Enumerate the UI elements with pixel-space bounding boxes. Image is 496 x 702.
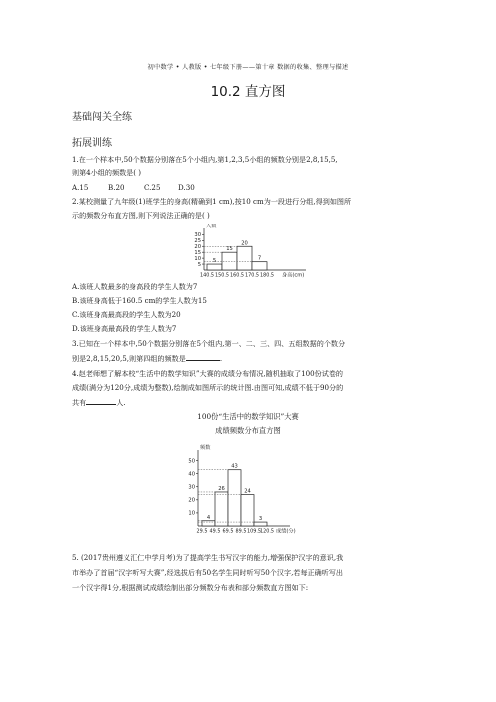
q3-text-line2: 别是2,8,15,20,5,则第四组的频数是 . [72, 354, 223, 363]
x-tick-label: 89.5 [235, 528, 247, 535]
histogram-bar [252, 262, 267, 270]
q1-option-d: D.30 [178, 183, 195, 192]
height-histogram [188, 224, 338, 280]
q1-option-c: C.25 [144, 183, 161, 192]
q4-chart-title-line2: 成绩频数分布直方图 [215, 426, 281, 435]
x-tick-label: 180.5 [259, 272, 275, 279]
q4-text-line1: 4.赵老师想了解本校“生活中的数学知识”大赛的成绩分布情况,随机抽取了100份试卷的 [72, 369, 344, 378]
histogram-bar [202, 521, 215, 526]
histogram-bar [254, 522, 267, 526]
q1-option-b: B.20 [108, 183, 125, 192]
bar-value-label: 15 [226, 246, 233, 253]
y-tick-label: 25 [194, 238, 201, 245]
q2-option-b: B.该班身高低于160.5 cm的学生人数为15 [72, 296, 207, 305]
q1-option-a: A.15 [72, 183, 89, 192]
y-axis-label: 频数 [200, 445, 211, 451]
q3-text-line1: 3.已知在一个样本中,50个数据分别落在5个组内,第一、二、三、四、五组数据的个数分 [72, 339, 346, 348]
histogram-bar [228, 470, 241, 526]
bar-value-label: 4 [206, 514, 211, 521]
q5-text-line3: 一个汉字得1分,根据测试成绩绘制出部分频数分布表和部分频数直方图如下: [72, 583, 309, 592]
q2-option-d: D.该班身高最高段的学生人数为7 [72, 324, 177, 333]
bar-value-label: 26 [218, 485, 225, 492]
q2-option-c: C.该班身高最高段的学生人数为20 [72, 310, 181, 319]
x-tick-label: 140.5 [199, 272, 215, 279]
x-tick-label: 120.5 [259, 528, 275, 535]
x-tick-label: 150.5 [214, 272, 230, 279]
x-axis-label: 身高(cm) [282, 272, 305, 279]
histogram-bar [241, 495, 254, 526]
bar-value-label: 24 [244, 488, 251, 495]
y-tick-label: 10 [194, 255, 201, 262]
q2-text-line1: 2.某校测量了九年级(1)班学生的身高(精确到1 cm),按10 cm为一段进行分组,得到如图所 [72, 197, 352, 206]
score-histogram [180, 440, 330, 538]
q3-answer-blank [186, 353, 220, 361]
bar-value-label: 7 [257, 255, 262, 262]
x-tick-label: 109.5 [246, 528, 262, 535]
y-tick-label: 20 [188, 497, 195, 504]
x-tick-label: 49.5 [209, 528, 221, 535]
bar-value-label: 20 [241, 240, 248, 247]
bar-value-label: 3 [258, 516, 263, 523]
page-title: 10.2 直方图 [210, 84, 286, 100]
y-tick-label: 15 [194, 249, 201, 256]
q1-text-line2: 则第4小组的频数是( ) [72, 168, 142, 177]
q2-text-line2: 示的频数分布直方图,则下列说法正确的是( ) [72, 211, 210, 220]
q1-text-line1: 1.在一个样本中,50个数据分别落在5个小组内,第1,2,3,5小组的频数分别是2,8,15,5, [72, 155, 338, 164]
section-extension-heading: 拓展训练 [72, 138, 112, 149]
bar-value-label: 43 [231, 463, 238, 470]
q4-text-line2: 成绩(满分为120分,成绩为整数),绘制成如图所示的统计图.由图可知,成绩不低于90分的 [72, 383, 344, 392]
bar-value-label: 5 [212, 258, 217, 265]
y-tick-label: 40 [188, 471, 195, 478]
section-basic-heading: 基础闯关全练 [72, 112, 132, 123]
q5-text-line2: 市举办了首届“汉字听写大赛”,经选拔后有50名学生同时听写50个汉字,若每正确听写出 [72, 568, 344, 577]
q5-text-line1: 5. (2017贵州遵义汇仁中学月考)为了提高学生书写汉字的能力,增强保护汉字的意识,我 [72, 553, 344, 562]
y-tick-label: 5 [197, 261, 201, 268]
q4-answer-blank [86, 397, 116, 405]
q4-chart-title-line1: 100份“生活中的数学知识”大赛 [197, 412, 299, 421]
histogram-bar [222, 252, 237, 270]
y-tick-label: 30 [194, 232, 201, 239]
x-axis-label: 成绩(分) [276, 528, 296, 535]
x-tick-label: 170.5 [244, 272, 260, 279]
q4-text-line3: 共有 人. [72, 398, 126, 407]
histogram-bar [215, 492, 228, 526]
y-tick-label: 20 [194, 244, 201, 251]
page-header: 初中数学 • 人教版 • 七年级下册——第十章 数据的收集、整理与描述 [147, 64, 349, 71]
x-tick-label: 69.5 [222, 528, 234, 535]
y-tick-label: 10 [188, 510, 195, 517]
histogram-bar [237, 246, 252, 270]
y-tick-label: 50 [188, 458, 195, 465]
y-tick-label: 30 [188, 484, 195, 491]
x-tick-label: 29.5 [196, 528, 208, 535]
histogram-bar [207, 264, 222, 270]
y-axis-label: 人数 [206, 224, 217, 229]
x-tick-label: 160.5 [229, 272, 245, 279]
q2-option-a: A.该班人数最多的身高段的学生人数为7 [72, 282, 198, 291]
